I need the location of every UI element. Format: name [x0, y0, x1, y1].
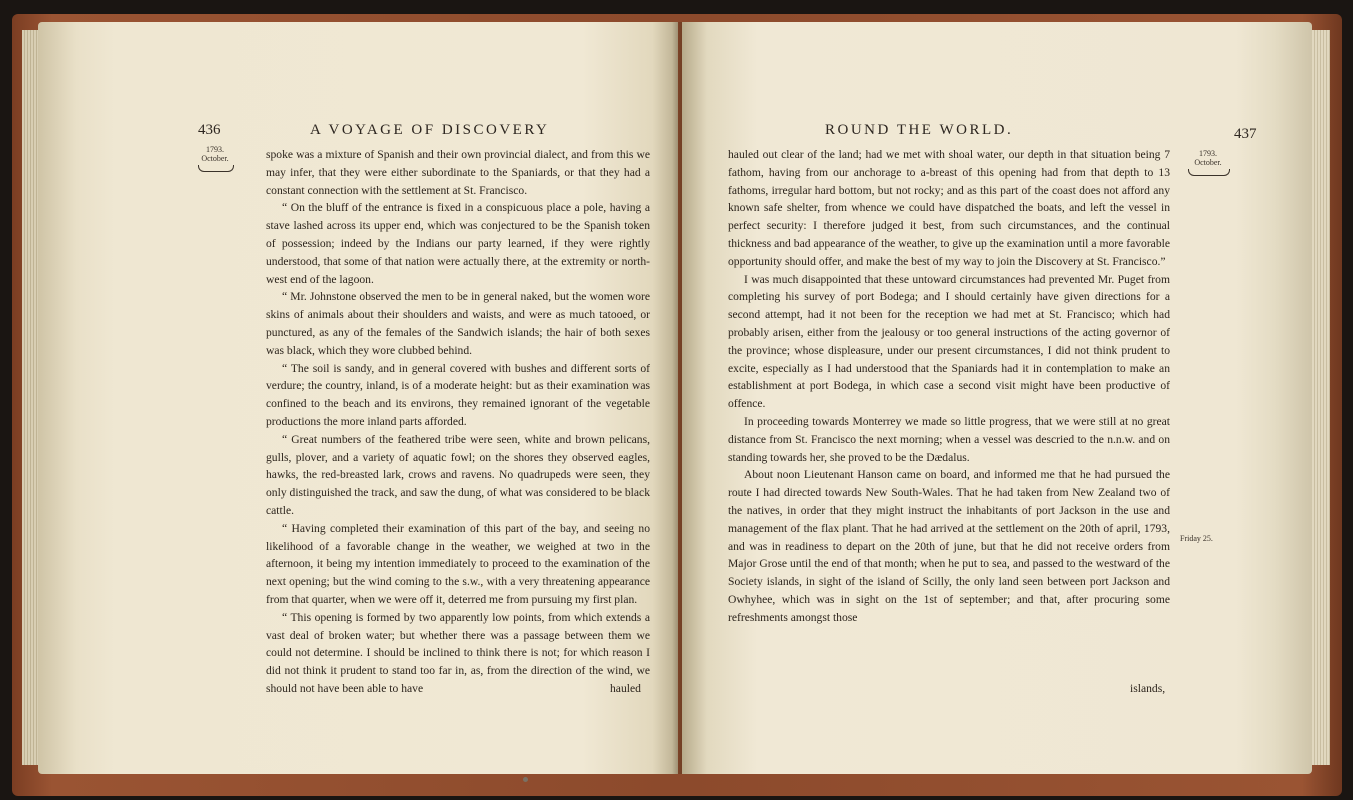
- left-margin-brace: [198, 165, 234, 172]
- left-paragraph: “ The soil is sandy, and in general covered with bushes and different sorts of verdure; the country, inland, is of a moderate height: but as their examination was confined to the beach and its environs, they remained ignorant of the vegetable productions the more inland parts afforded.: [266, 361, 650, 428]
- right-catchword: islands,: [1130, 682, 1166, 695]
- right-paragraph: I was much disappointed that these untoward circumstances had prevented Mr. Puget from completing his survey of port Bodega; and I should certainly have given directions for a second attempt, had it not been for the reception we had met at St. Francisco; which had probably arisen, either from the jealousy or too general instructions of the acting governor of the province; whose displeasure, under our present circumstances, I did not think prudent to excite, especially as I had understood that the Spaniards had it in contemplation to make an establishment at port Bodega, in which case a second visit might have been productive of offence.: [728, 272, 1170, 411]
- left-margin-month: October.: [201, 154, 229, 163]
- right-running-head: ROUND THE WORLD.: [825, 122, 1014, 138]
- left-paragraph: “ Great numbers of the feathered tribe were seen, white and brown pelicans, gulls, plover, and a variety of aquatic fowl; on the shores they observed eagles, hawks, the red-breasted lark, crows and ravens. No quadrupeds were seen, they only distinguished the track, and saw the dung, of what was considered to be black cattle.: [266, 432, 650, 517]
- right-paragraph: About noon Lieutenant Hanson came on board, and informed me that he had pursued the route I had directed towards New South-Wales. That he had taken from New Zealand two of the natives, in order that they might instruct the inhabitants of port Jackson in the use and management of the flax plant. That he had arrived at the settlement on the 20th of april, 1793, and was in readiness to depart on the 20th of june, but that he did not receive orders from Major Grose until the end of that month; when he put to sea, and passed to the westward of the Society islands, in sight of the island of Scilly, the only land seen between port Jackson and Owhyhee, which was in sight on the 1st of september; and that, after procuring some refreshments amongst those: [728, 468, 1170, 624]
- left-paragraph: “ On the bluff of the entrance is fixed in a conspicuous place a pole, having a stave lashed across its upper end, which was conjectured to be the Spanish token of possession; indeed by the Indians our party learned, if they were rightly understood, that some of that nation were actually there, at the extremity or north-west end of the lagoon.: [266, 201, 650, 286]
- right-margin-year: 1793.: [1199, 149, 1217, 158]
- left-paragraph: “ Having completed their examination of this part of the bay, and seeing no likelihood of a favorable change in the weather, we weighed at two in the afternoon, it being my intention immediately to proceed to the examination of the next opening; but the wind coming to the s.w., with a very threatening appearance from that quarter, when we were off it, deterred me from pursuing my first plan.: [266, 521, 650, 606]
- left-margin-date: [197, 145, 233, 163]
- page-mark: [523, 777, 528, 782]
- right-paragraph: In proceeding towards Monterrey we made so little progress, that we were still at no great distance from St. Francisco the next morning; when a vessel was descried to the n.n.w. and on standing towards her, she proved to be the Dædalus.: [728, 414, 1170, 464]
- left-paragraph: “ This opening is formed by two apparently low points, from which extends a vast deal of broken water; but whether there was a passage between them we could not determine. I should be inclined to think there is not; for which reason I did not think it prudent to stand too far in, as, from the direction of the wind, we should not have been able to have: [266, 610, 650, 695]
- left-running-head: A VOYAGE OF DISCOVERY: [310, 122, 550, 138]
- right-margin-month: October.: [1194, 158, 1222, 167]
- left-page-body: [266, 146, 650, 698]
- left-page: [38, 22, 678, 774]
- right-paragraph: hauled out clear of the land; had we met with shoal water, our depth in that situation being 7 fathom, having from our anchorage to a-breast of this opening had from that depth to 13 fathoms, irregular hard bottom, but not rocky; and as this part of the coast does not afford any known safe shelter, from whence we could have dispatched the boats, and left the vessel in perfect security: I therefore judged it best, from such circumstances, and the continual thickness and bad appearance of the weather, to give up the examination until a more favorable opportunity should offer, and make the best of my way to join the Discovery at St. Francisco.”: [728, 148, 1170, 268]
- left-paragraph: spoke was a mixture of Spanish and their own provincial dialect, and from this we may infer, that they were either subordinate to the Spaniards, or that they had a constant connection with the settlement at St. Francisco.: [266, 148, 650, 197]
- right-page-number: 437: [1234, 126, 1257, 142]
- left-margin-year: 1793.: [206, 145, 224, 154]
- left-paragraph: “ Mr. Johnstone observed the men to be in general naked, but the women wore skins of animals about their shoulders and waists, and were as much tatooed, or punctured, as any of the females of the Sandwich islands; the hair of both sexes was black, which they wore clubbed behind.: [266, 290, 650, 357]
- right-page-body: [728, 146, 1170, 627]
- left-page-number: 436: [198, 122, 221, 138]
- right-margin-brace: [1188, 169, 1230, 176]
- left-catchword: hauled: [610, 682, 641, 695]
- right-page: [682, 22, 1312, 774]
- right-margin-day: Friday 25.: [1180, 534, 1213, 543]
- right-margin-date: [1187, 149, 1229, 167]
